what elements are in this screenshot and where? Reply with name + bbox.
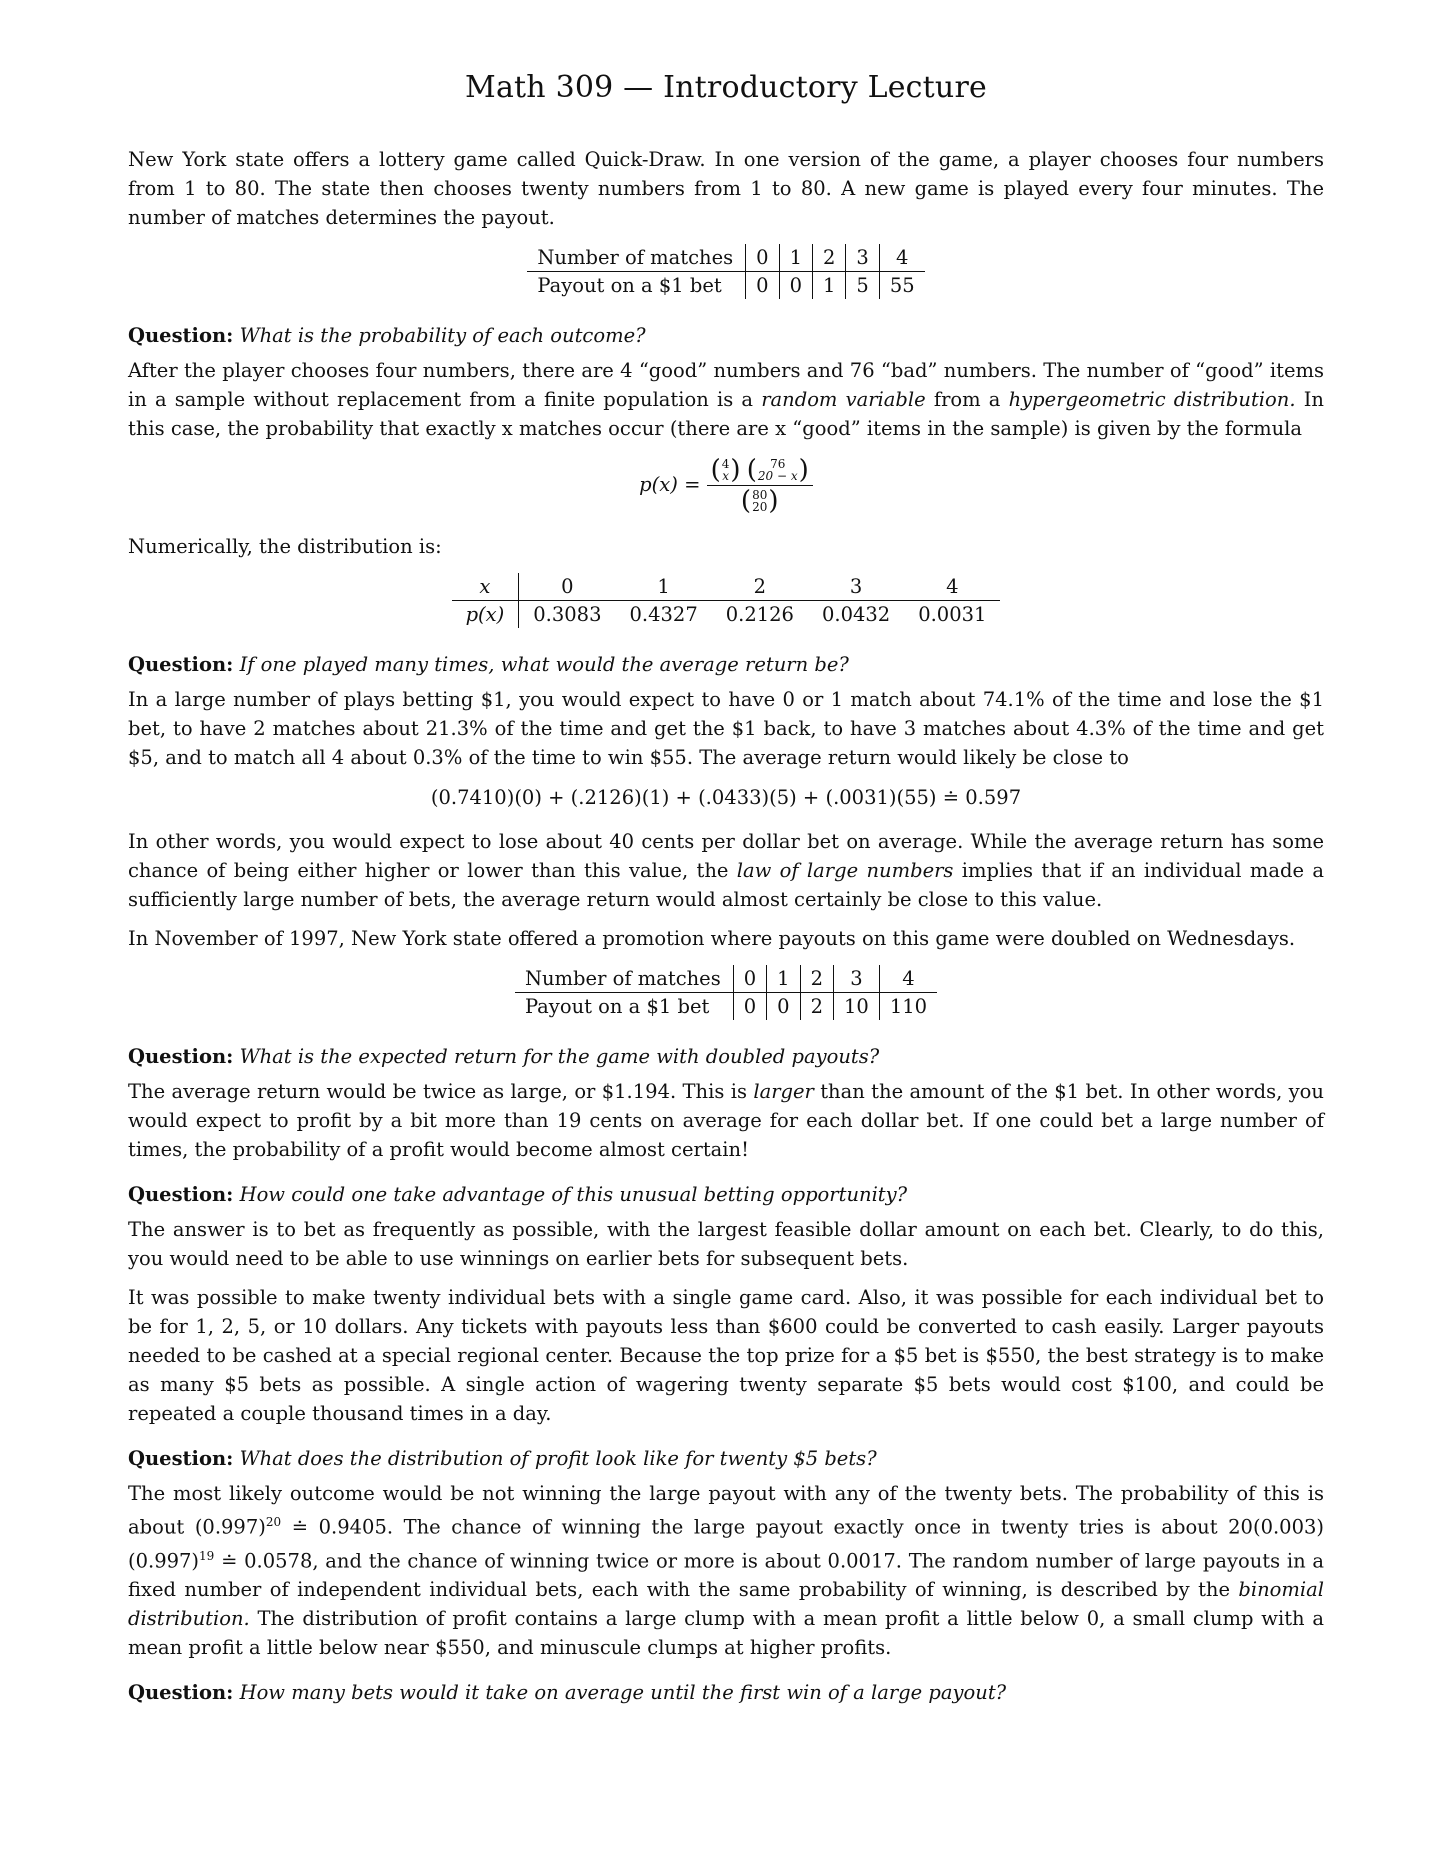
- table-cell: 0: [733, 993, 766, 1021]
- question-label: Question:: [128, 1447, 234, 1470]
- betting-details-paragraph: It was possible to make twenty individual bets with a single game card. Also, it was possible for each individual bet to be for 1, 2, 5, or 10 dollars. Any tickets with payouts less than $600 could be converted to cash easily. Larger payouts needed to be cashed at a special regional center. Because the top prize for a $5 bet is $550, the best strategy is to make as many $5 bets as possible. A single action of wagering twenty separate $5 bets would cost $100, and could be repeated a couple thousand times in a day.: [128, 1286, 1324, 1425]
- binomial-coefficient: ( 80 20 ): [740, 486, 779, 516]
- table-cell: 0: [519, 573, 616, 601]
- table-cell: 0: [746, 244, 779, 272]
- table-header-label: Number of matches: [515, 965, 733, 993]
- strategy-paragraph: The answer is to bet as frequently as possible, with the largest feasible dollar amount on each bet. Clearly, to do this, you would need to be able to use winnings on earlier bets for subsequent bets.: [128, 1218, 1324, 1270]
- table-cell: 0.0432: [821, 603, 891, 626]
- table-cell: 2: [800, 965, 833, 993]
- probability-formula: [128, 457, 1324, 514]
- question-1: [128, 321, 1324, 350]
- table-cell: 0: [767, 993, 800, 1021]
- distribution-intro: Numerically, the distribution is:: [128, 535, 442, 558]
- table-header-label: x: [452, 573, 519, 601]
- lecture-page: [128, 70, 1324, 1713]
- text-run: The most likely outcome would be not winning the large payout with any of the twenty bets. The probability of this is about (0.997): [128, 1482, 1324, 1539]
- question-text: What is the probability of each outcome?: [239, 324, 646, 347]
- text-run: After the player chooses four numbers, there are 4 “good” numbers and 76 “bad” numbers. The number of “good” items in a sample without replacement from a finite population is a: [128, 359, 1324, 411]
- table-cell: 2: [812, 244, 845, 272]
- binom-top: 76: [770, 457, 786, 471]
- term-law-of-large-numbers: law of large numbers: [736, 859, 954, 882]
- question-2: [128, 650, 1324, 679]
- table-cell: 0.4327: [629, 603, 698, 626]
- question-3: [128, 1042, 1324, 1071]
- question-4: [128, 1180, 1324, 1209]
- table-cell: 10: [834, 993, 880, 1021]
- table-cell: 0.3083: [533, 603, 602, 626]
- emphasis-larger: larger: [753, 1080, 814, 1103]
- text-run: ≐ 0.0578, and the chance of winning twice or more is about 0.0017. The random number of large payouts in a fixed number of independent individual bets, each with the same probability of winning, is described by the: [128, 1549, 1324, 1601]
- table-cell: 1: [767, 965, 800, 993]
- text-run: The average return would be twice as large, or $1.194. This is: [128, 1080, 754, 1103]
- table-cell: 1: [616, 573, 712, 601]
- text-run: from a: [925, 388, 1009, 411]
- page-title: Math 309 — Introductory Lecture: [465, 70, 987, 105]
- formula-fraction: [707, 457, 813, 514]
- table-row-label: p(x): [452, 601, 519, 629]
- question-label: Question:: [128, 653, 234, 676]
- binomial-paragraph: [128, 1479, 1324, 1662]
- table-cell: 110: [889, 995, 928, 1018]
- binom-bottom: 20: [752, 500, 768, 514]
- table-cell: 0: [746, 272, 779, 300]
- binom-top: 80: [752, 488, 768, 502]
- table-cell: 55: [889, 274, 915, 297]
- term-random-variable: random variable: [761, 388, 926, 411]
- law-of-large-numbers-paragraph: [128, 827, 1324, 914]
- table-cell: 1: [779, 244, 812, 272]
- table-cell: 3: [834, 965, 880, 993]
- question-label: Question:: [128, 1681, 234, 1704]
- text-run: In other words, you would expect to lose about 40 cents per dollar bet on average. While the average return has some chance of being either higher or lower than this value, the: [128, 830, 1324, 882]
- table-header-label: Number of matches: [527, 244, 745, 272]
- table-row-label: Payout on a $1 bet: [527, 272, 745, 300]
- question-text: What is the expected return for the game with doubled payouts?: [239, 1045, 880, 1068]
- binomial-coefficient: ( 4 x ): [710, 455, 741, 485]
- question-text: How could one take advantage of this unusual betting opportunity?: [239, 1183, 908, 1206]
- term-hypergeometric: hypergeometric distribution.: [1008, 388, 1296, 411]
- average-return-paragraph: In a large number of plays betting $1, you would expect to have 0 or 1 match about 74.1% of the time and lose the $1 bet, to have 2 matches about 21.3% of the time and get the $1 back, to have 3 matches about 4.3% of the time and get $5, and to match all 4 about 0.3% of the time to win $55. The average return would likely be close to: [128, 688, 1324, 769]
- doubled-return-paragraph: [128, 1077, 1324, 1164]
- exponent: 20: [265, 1515, 282, 1529]
- text-run: In this case, the probability that exactly x matches occur (there are x “good” items in the sample) is given by the formula: [128, 388, 1324, 440]
- text-run: ≐ 0.9405. The chance of winning the large payout exactly once in twenty tries is about 20(0.003)(0.997): [128, 1515, 1325, 1572]
- promotion-paragraph: In November of 1997, New York state offered a promotion where payouts on this game were doubled on Wednesdays.: [128, 927, 1296, 950]
- table-cell: 4: [879, 244, 924, 272]
- table-cell: 0: [733, 965, 766, 993]
- table-cell: 4: [904, 573, 1000, 601]
- question-label: Question:: [128, 1045, 234, 1068]
- question-label: Question:: [128, 324, 234, 347]
- table-cell: 0.0031: [918, 603, 987, 626]
- table-cell: 4: [879, 965, 937, 993]
- payout-table: [527, 244, 924, 299]
- formula-numerator: [707, 457, 813, 486]
- formula-lhs: p(x) =: [639, 473, 701, 496]
- doubled-payout-table: [515, 965, 937, 1020]
- question-text: How many bets would it take on average until the first win of a large payout?: [239, 1681, 1007, 1704]
- binomial-coefficient: ( 76 20 − x ): [746, 455, 809, 485]
- exponent: 19: [199, 1548, 215, 1563]
- expected-return-equation: (0.7410)(0) + (.2126)(1) + (.0433)(5) + (.0031)(55) ≐ 0.597: [430, 786, 1022, 809]
- table-cell: 0.2126: [725, 603, 794, 626]
- table-cell: 1: [812, 272, 845, 300]
- question-6: [128, 1678, 1324, 1707]
- intro-paragraph: New York state offers a lottery game called Quick-Draw. In one version of the game, a player chooses four numbers from 1 to 80. The state then chooses twenty numbers from 1 to 80. A new game is played every four minutes. The number of matches determines the payout.: [128, 148, 1324, 229]
- distribution-table: [452, 573, 1001, 628]
- table-cell: 2: [800, 993, 833, 1021]
- binom-top: 4: [721, 457, 730, 471]
- table-cell: 0: [779, 272, 812, 300]
- text-run: than the amount of the $1 bet. In other words, you would expect to profit by a bit more than 19 cents on average for each dollar bet. If one could bet a large number of times, the probability of a profit would become almost certain!: [128, 1080, 1324, 1161]
- question-5: [128, 1444, 1324, 1473]
- table-row-label: Payout on a $1 bet: [515, 993, 733, 1021]
- table-cell: 3: [808, 573, 904, 601]
- question-text: If one played many times, what would the average return be?: [239, 653, 849, 676]
- binom-bottom: 20 − x: [757, 469, 798, 483]
- text-run: The distribution of profit contains a large clump with a mean profit a little below 0, a small clump with a mean profit a little below near $550, and minuscule clumps at higher profits.: [128, 1607, 1324, 1659]
- table-cell: 2: [712, 573, 808, 601]
- table-cell: 3: [846, 244, 879, 272]
- question-label: Question:: [128, 1183, 234, 1206]
- table-cell: 5: [846, 272, 879, 300]
- formula-denominator: [741, 486, 779, 514]
- text-run: implies that if an individual made a sufficiently large number of bets, the average return would almost certainly be close to this value.: [128, 859, 1324, 911]
- term-binomial-distribution: binomial distribution.: [128, 1578, 1324, 1630]
- hypergeometric-paragraph: [128, 356, 1324, 443]
- binom-bottom: x: [722, 469, 729, 483]
- question-text: What does the distribution of profit look like for twenty $5 bets?: [239, 1447, 877, 1470]
